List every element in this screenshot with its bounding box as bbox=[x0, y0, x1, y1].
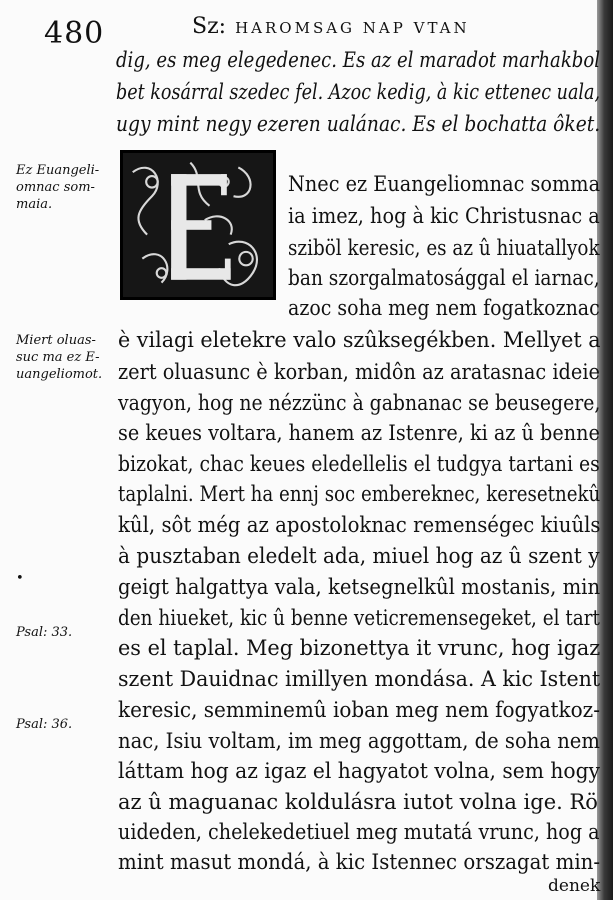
text-line: kûl, sôt még az apostoloknac remenségec kiuûls bbox=[118, 513, 601, 537]
running-head-prefix: Sz: bbox=[192, 14, 227, 39]
margin-note-psalm-33: Psal: 33. bbox=[16, 625, 73, 640]
margin-note-psalm-36: Psal: 36. bbox=[16, 717, 73, 732]
margin-note-summary: Ez Euangeli- omnac som- maia. bbox=[16, 163, 100, 212]
text-line: uideden, chelekedetiuel meg mutatá vrunc, hog a bbox=[118, 820, 600, 844]
margin-bullet: • bbox=[16, 571, 24, 586]
text-line: à pusztaban eledelt ada, miuel hog az û szent y bbox=[118, 544, 600, 568]
text-line: ban szorgalmatosággal el iarnac, bbox=[288, 266, 600, 290]
running-head bbox=[192, 14, 470, 39]
text-line: geigt halgattya vala, ketsegnelkûl mostanis, min bbox=[118, 575, 601, 599]
text-line: ugy mint negy ezeren ualánac. Es el bochatta ôket. bbox=[116, 112, 601, 136]
floral-initial-icon bbox=[123, 153, 273, 297]
running-head-title: HAROMSAG NAP VTAN bbox=[235, 19, 470, 37]
text-line: azoc soha meg nem fogatkoznac bbox=[288, 296, 600, 320]
text-line: bet kosárral szedec fel. Azoc kedig, à kic ettenec uala, bbox=[116, 80, 601, 104]
text-line: ia imez, hog à kic Christusnac a bbox=[288, 204, 600, 228]
text-line: dig, es meg elegedenec. Es az el maradot marhakbol bbox=[116, 48, 600, 72]
margin-note-reading: Miert oluas- suc ma ez E- uangeliomot. bbox=[16, 333, 103, 382]
text-line: è vilagi eletekre valo szûksegékben. Mellyet a bbox=[118, 328, 601, 352]
text-line: sziböl keresic, es az û hiuatallyok bbox=[288, 236, 600, 260]
text-line: es el taplal. Meg bizonettya it vrunc, hog igaz bbox=[118, 636, 601, 660]
text-line: szent Dauidnac imillyen mondása. A kic Istent bbox=[118, 667, 601, 691]
text-line: zert oluasunc è korban, midôn az aratasnac ideie bbox=[118, 360, 600, 384]
text-line: bizokat, chac keues eledellelis el tudgya tartani es bbox=[118, 452, 600, 476]
text-line: den hiueket, kic û benne veticremensegeket, el tart bbox=[118, 606, 600, 630]
text-line: se keues voltara, hanem az Istenre, ki az û benne bbox=[118, 421, 600, 445]
text-line: mint masut mondá, à kic Istennec orszagat min- bbox=[118, 850, 601, 874]
text-line: taplalni. Mert ha ennj soc embereknec, keresetnekû bbox=[118, 482, 601, 506]
text-line: az û maguanac koldulásra iutot volna ige. Rö bbox=[118, 790, 598, 814]
text-line: nac, Isiu voltam, im meg aggottam, de soha nem bbox=[118, 729, 600, 753]
decorated-initial-e bbox=[120, 150, 276, 300]
text-line: Nnec ez Euangeliomnac somma bbox=[288, 172, 601, 196]
page-number: 480 bbox=[44, 16, 105, 51]
text-line: vagyon, hog ne nézzünc à gabnanac se beusegere, bbox=[118, 391, 601, 415]
catchword: denek bbox=[548, 876, 601, 896]
text-line: keresic, semminemû ioban meg nem fogyatkoz- bbox=[118, 698, 600, 722]
text-line: láttam hog az igaz el hagyatot volna, sem hogy bbox=[118, 759, 600, 783]
